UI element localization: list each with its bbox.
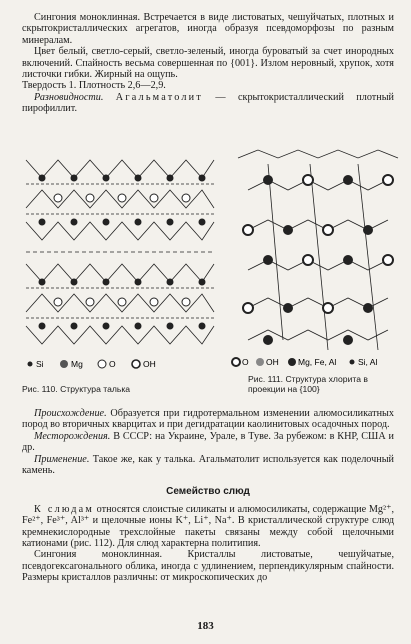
talc-upper-atoms	[39, 175, 206, 226]
paragraph-origin	[22, 408, 394, 431]
paragraph-mica-syngony: Сингония моноклинная. Кристаллы листоватые, чешуйчатые, псевдогексагонального облика, иногда с удлинением, перпендикулярным спайности. Размеры кристаллов различны: от микроскопических до	[22, 549, 394, 584]
si-marker-icon	[28, 362, 33, 367]
legend-o: O	[242, 357, 249, 367]
chlorite-legend	[232, 357, 377, 367]
legend-si-al: Si, Al	[358, 357, 378, 367]
page-number: 183	[197, 620, 214, 632]
legend-o: O	[109, 359, 116, 369]
use-label: Применение.	[34, 453, 90, 465]
paragraph-varieties	[22, 92, 394, 115]
oh-marker-icon	[132, 360, 140, 368]
o-marker-icon	[98, 360, 106, 368]
legend-mg: Mg	[71, 359, 83, 369]
legend-mg-fe-al: Mg, Fe, Al	[298, 357, 337, 367]
o-marker-icon	[232, 358, 240, 366]
chlorite-atoms	[243, 175, 393, 345]
mg-marker-icon	[60, 360, 68, 368]
origin-label: Происхождение.	[34, 408, 107, 419]
chlorite-lattice	[238, 150, 398, 350]
paragraph-hardness: Твердость 1. Плотность 2,6—2,9.	[22, 80, 166, 92]
mg-fe-al-marker-icon	[288, 358, 296, 366]
si-al-marker-icon	[350, 360, 355, 365]
varieties-text: — скрытокристаллический плотный пирофиллит.	[22, 91, 394, 115]
mica-intro-text: относятся слоистые силикаты и алюмосиликаты, содержащие Mg²⁺, Fe²⁺, Fe³⁺, Al³⁺ и щелочные ионы K⁺, Li⁺, Na⁺. В кристаллической структуре слюд кремнекислородные трехслойные пакеты связаны между собой щелочными катионами (рис. 112). Для слюд характерна политипия.	[22, 503, 394, 550]
talc-structure-figure	[22, 152, 218, 392]
legend-oh: OH	[143, 359, 156, 369]
chlorite-structure-figure	[228, 140, 404, 380]
paragraph-mica-intro	[22, 504, 394, 550]
legend-oh: OH	[266, 357, 279, 367]
varieties-label: Разновидности.	[34, 91, 104, 103]
legend-si: Si	[36, 359, 44, 369]
bottom-text-block	[22, 408, 394, 584]
talc-lower-atoms	[39, 279, 206, 330]
figure-110-caption: Рис. 110. Структура талька	[22, 384, 131, 394]
use-text: Такое же, как у талька. Агальматолит используется как поделочный камень.	[22, 453, 394, 477]
section-heading: Семейство слюд	[166, 486, 250, 498]
origin-text: Образуется при гидротермальном изменении алюмосиликатных пород во вторичных кварцитах и при дегидратации каолинитовых осадочных пород.	[22, 408, 394, 431]
deposits-text: В СССР: на Украине, Урале, в Туве. За рубежом: в КНР, США и др.	[22, 430, 394, 454]
paragraph-deposits	[22, 431, 394, 454]
oh-marker-icon	[256, 358, 264, 366]
paragraph-color: Цвет белый, светло-серый, светло-зеленый, иногда буроватый за счет инородных включений. Спайность весьма совершенная по {001}. Излом неровный, хрупок, хотя листочки гибки. Жирный на ощупь.	[22, 46, 394, 81]
paragraph-syngony: Сингония моноклинная. Встречается в виде листоватых, чешуйчатых, плотных и скрытокристаллических агрегатов, иногда образуя псевдоморфозы по разным минералам.	[22, 12, 394, 46]
mica-term: К слюдам	[34, 503, 94, 515]
deposits-label: Месторождения.	[34, 430, 111, 442]
talc-legend	[28, 359, 156, 369]
figure-111-caption: Рис. 111. Структура хлорита в проекции на {100}	[248, 374, 368, 394]
agalmatolite-term: Агальматолит	[115, 91, 203, 103]
top-text-block	[22, 12, 394, 115]
paragraph-use	[22, 454, 394, 477]
